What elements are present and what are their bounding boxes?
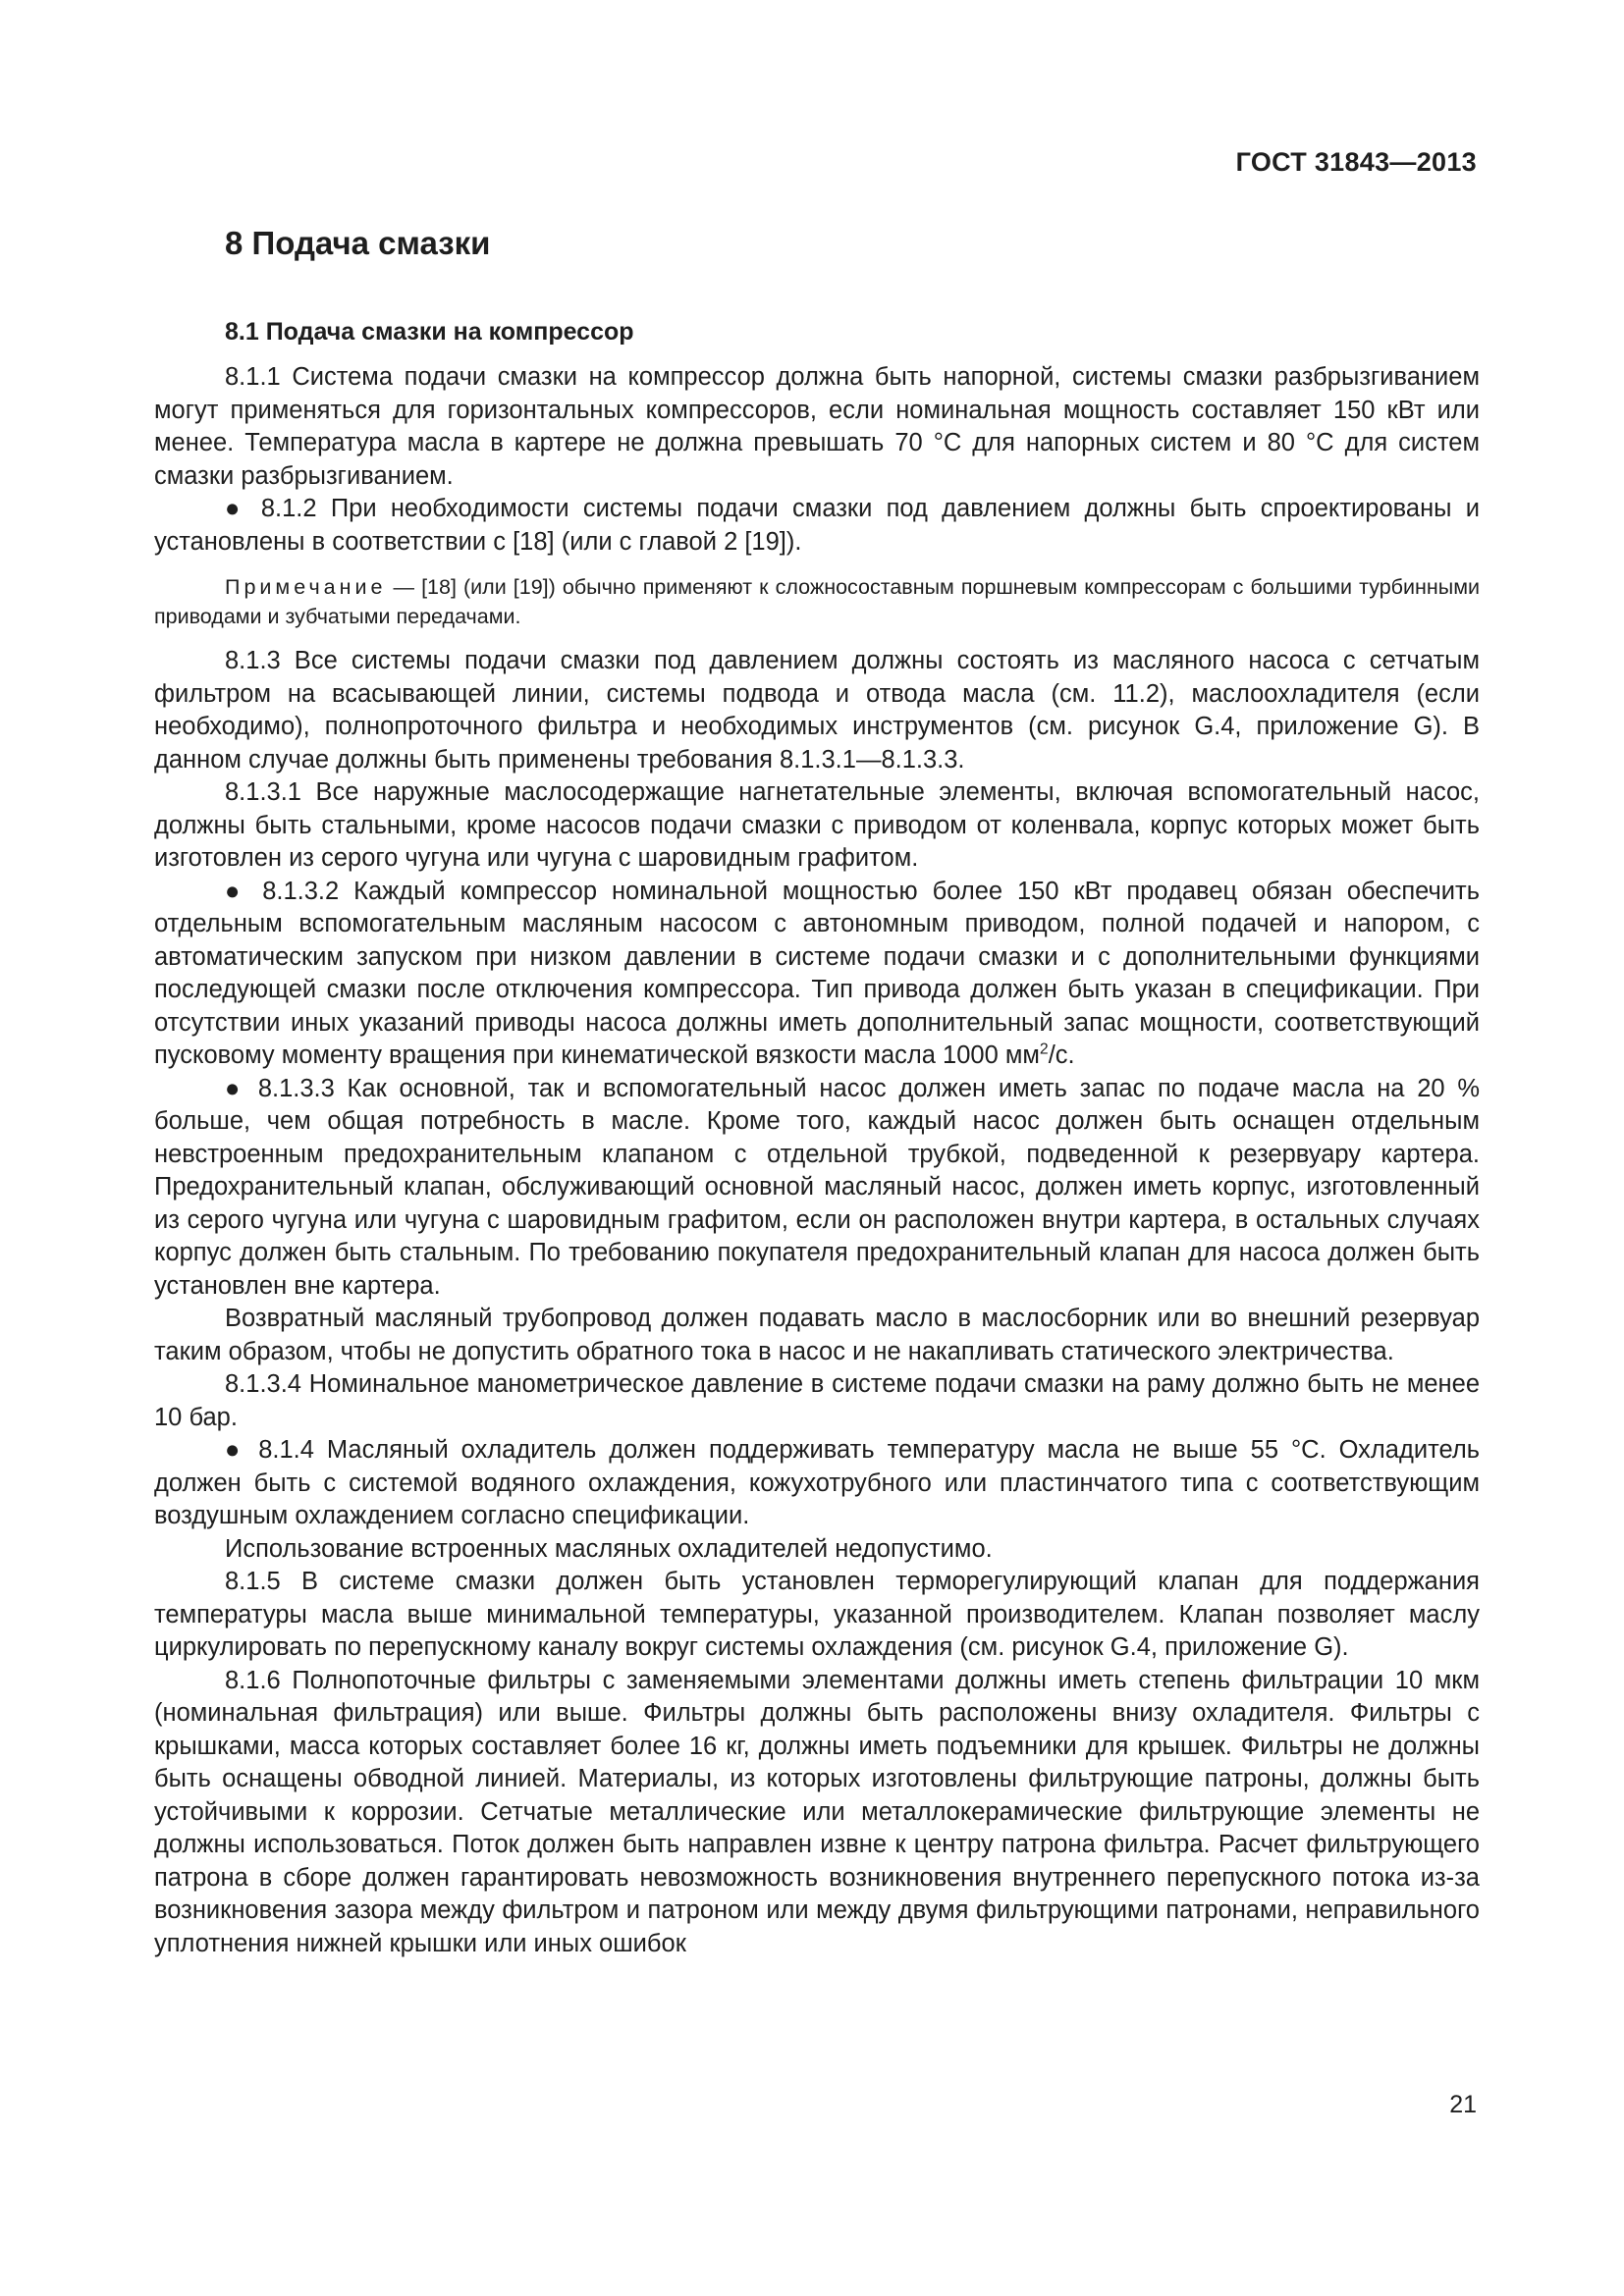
paragraph-8-1-3-2	[154, 876, 1480, 1073]
paragraph-8-1-3-3-text: 8.1.3.3 Как основной, так и вспомогательный насос должен иметь запас по подаче масла на 20 % больше, чем общая потребность в масле. Кроме того, каждый насос должен быть оснащен отдельным невстроенным предохранительным клапаном с отдельной трубкой, подведенной к резервуару картера. Предохранительный клапан, обслуживающий основной масляный насос, должен иметь корпус, изготовленный из серого чугуна или чугуна с шаровидным графитом, если он расположен внутри картера, в остальных случаях корпус должен быть стальным. По требованию покупателя предохранительный клапан для насоса должен быть установлен вне картера.	[154, 1074, 1480, 1300]
paragraph-8-1-4-text: 8.1.4 Масляный охладитель должен поддерживать температуру масла не выше 55 °C. Охладитель должен быть с системой водяного охлаждения, кожухотрубного или пластинчатого типа с соответствующим воздушным охлаждением согласно спецификации.	[154, 1436, 1480, 1529]
note	[154, 572, 1480, 631]
paragraph-return-pipeline: Возвратный масляный трубопровод должен подавать масло в маслосборник или во внешний резервуар таким образом, чтобы не допустить обратного тока в насос и не накапливать статического электричества.	[154, 1305, 1480, 1365]
paragraph-8-1-3-1: 8.1.3.1 Все наружные маслосодержащие нагнетательные элементы, включая вспомогательный насос, должны быть стальными, кроме насосов подачи смазки с приводом от коленвала, корпус которых может быть изготовлен из серого чугуна или чугуна с шаровидным графитом.	[154, 778, 1480, 872]
paragraph-8-1-1: 8.1.1 Система подачи смазки на компрессор должна быть напорной, системы смазки разбрызгиванием могут применяться для горизонтальных компрессоров, если номинальная мощность составляет 150 кВт или менее. Температура масла в картере не должна превышать 70 °C для напорных систем и 80 °C для систем смазки разбрызгиванием.	[154, 363, 1480, 490]
section-title: 8 Подача смазки	[225, 225, 491, 261]
bullet-marker: ●	[225, 1436, 246, 1464]
paragraph-8-1-4	[154, 1434, 1480, 1533]
superscript: 2	[1039, 1041, 1049, 1058]
note-label: Примечание	[225, 575, 387, 599]
bullet-marker: ●	[225, 877, 248, 905]
bullet-marker: ●	[225, 1074, 246, 1102]
document-code: ГОСТ 31843—2013	[1235, 147, 1477, 177]
page-content	[154, 224, 1480, 1960]
paragraph-8-1-2-text: 8.1.2 При необходимости системы подачи смазки под давлением должны быть спроектированы и установлены в соответствии с [18] (или с главой 2 [19]).	[154, 495, 1480, 556]
paragraph-8-1-3-3	[154, 1073, 1480, 1304]
page-number: 21	[1449, 2091, 1477, 2118]
paragraph-8-1-6: 8.1.6 Полнопоточные фильтры с заменяемыми элементами должны иметь степень фильтрации 10 мкм (номинальная фильтрация) или выше. Фильтры должны быть расположены внизу охладителя. Фильтры с крышками, масса которых составляет более 16 кг, должны иметь подъемники для крышек. Фильтры не должны быть оснащены обводной линией. Материалы, из которых изготовлены фильтрующие патроны, должны быть устойчивыми к коррозии. Сетчатые металлические или металлокерамические фильтрующие элементы не должны использоваться. Поток должен быть направлен извне к центру патрона фильтра. Расчет фильтрующего патрона в сборе должен гарантировать невозможность возникновения внутреннего перепускного потока из-за возникновения зазора между фильтром и патроном или между двумя фильтрующими патронами, неправильного уплотнения нижней крышки или иных ошибок	[154, 1666, 1480, 1957]
bullet-marker: ●	[225, 495, 247, 522]
paragraph-8-1-3: 8.1.3 Все системы подачи смазки под давлением должны состоять из масляного насоса с сетчатым фильтром на всасывающей линии, системы подвода и отвода масла (см. 11.2), маслоохладителя (если необходимо), полнопроточного фильтра и необходимых инструментов (см. рисунок G.4, приложение G). В данном случае должны быть применены требования 8.1.3.1—8.1.3.3.	[154, 647, 1480, 774]
paragraph-8-1-2	[154, 493, 1480, 559]
subsection-title: 8.1 Подача смазки на компрессор	[225, 318, 634, 346]
paragraph-builtin-coolers: Использование встроенных масляных охладителей недопустимо.	[225, 1534, 993, 1563]
paragraph-8-1-5: 8.1.5 В системе смазки должен быть установлен терморегулирующий клапан для поддержания температуры масла выше минимальной температуры, указанной производителем. Клапан позволяет маслу циркулировать по перепускному каналу вокруг системы охлаждения (см. рисунок G.4, приложение G).	[154, 1568, 1480, 1661]
paragraph-8-1-3-4: 8.1.3.4 Номинальное манометрическое давление в системе подачи смазки на раму должно быть не менее 10 бар.	[154, 1370, 1480, 1431]
paragraph-8-1-3-2-text: 8.1.3.2 Каждый компрессор номинальной мощностью более 150 кВт продавец обязан обеспечить отдельным вспомогательным масляным насосом с автономным приводом, полной подачей и напором, с автоматическим запуском при низком давлении в системе подачи смазки и с дополнительными функциями последующей смазки после отключения компрессора. Тип привода должен быть указан в спецификации. При отсутствии иных указаний приводы насоса должны иметь дополнительный запас мощности, соответствующий пусковому моменту вращения при кинематической вязкости масла 1000 мм	[154, 877, 1481, 1069]
paragraph-8-1-3-2-unit: /с.	[1048, 1041, 1075, 1069]
note-text: — [18] (или [19]) обычно применяют к сложносоставным поршневым компрессорам с большими турбинными приводами и зубчатыми передачами.	[154, 575, 1480, 628]
